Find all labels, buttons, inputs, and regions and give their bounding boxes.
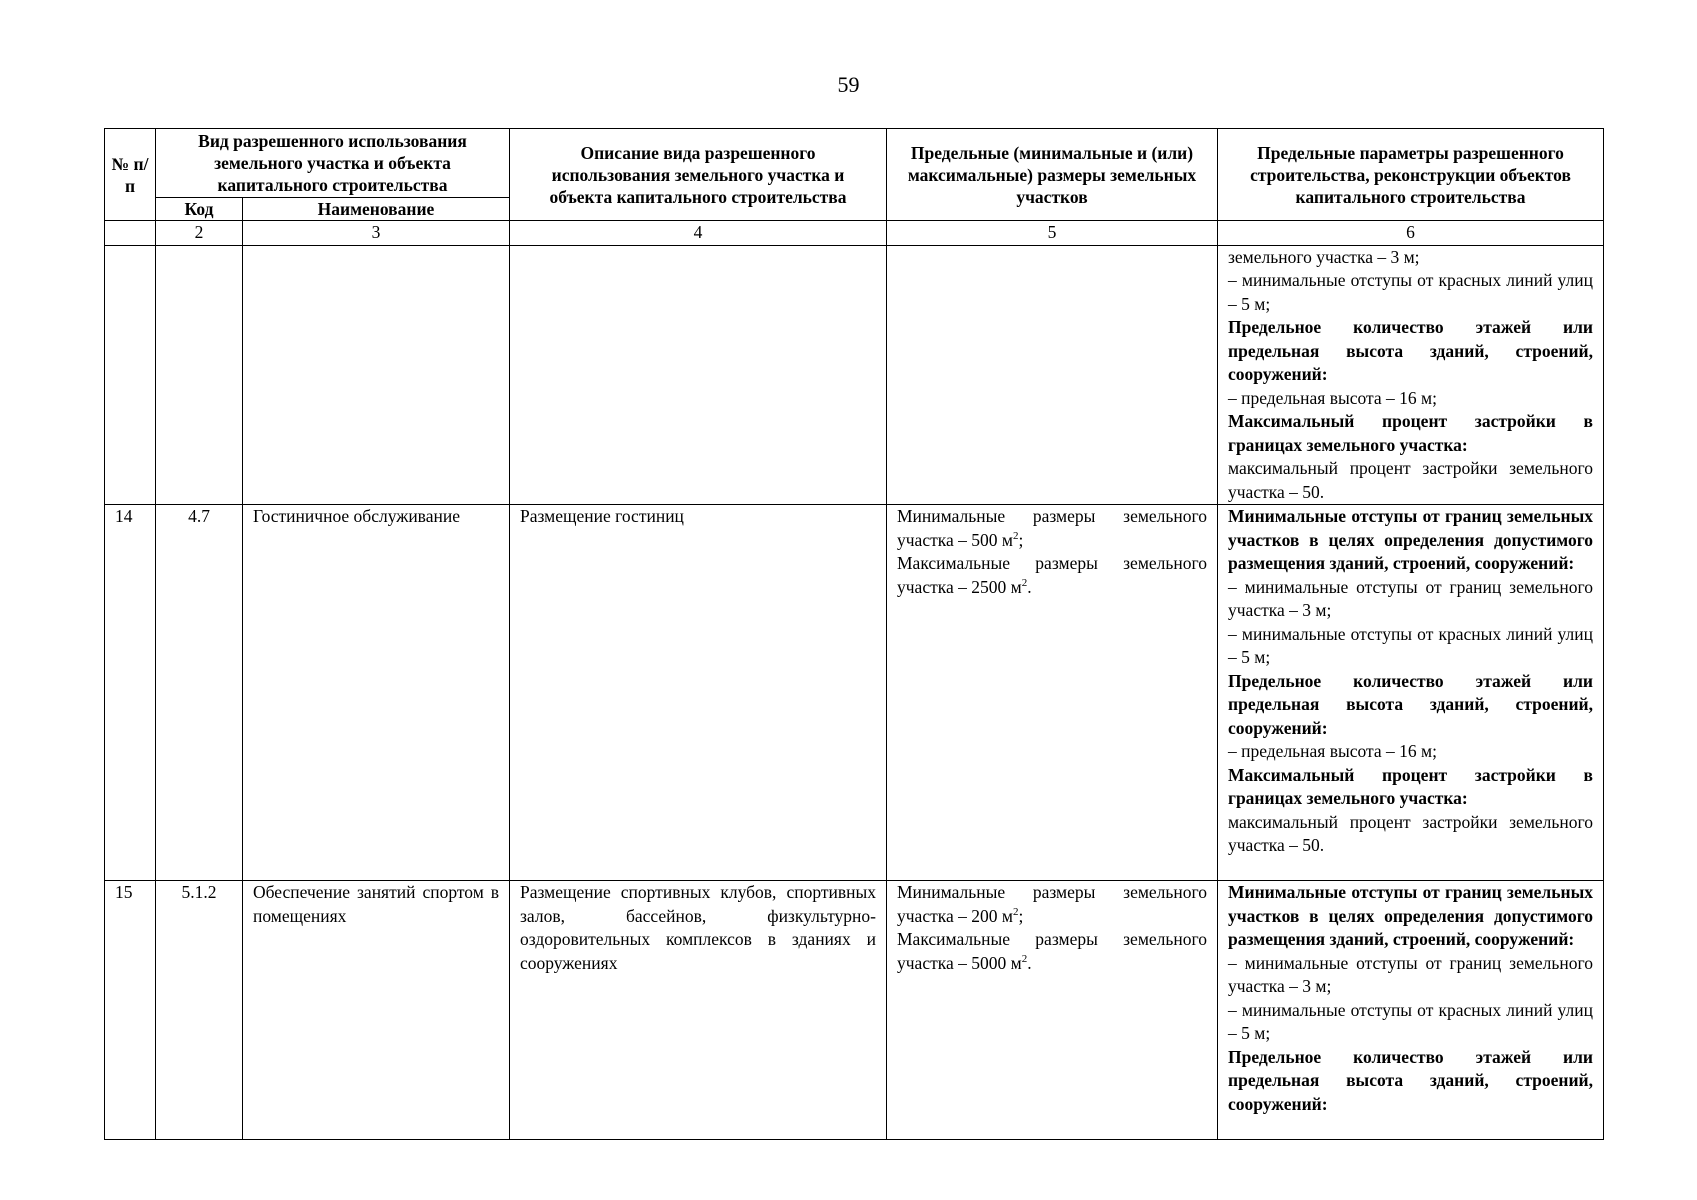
param-line: максимальный процент застройки земельного участка – 50. — [1228, 458, 1593, 502]
punct: ; — [1018, 905, 1024, 926]
param-heading: Максимальный процент застройки в границах земельного участка: — [1228, 764, 1593, 808]
superscript: 2 — [1021, 952, 1028, 965]
header-sizes: Предельные (минимальные и (или) максимальные) размеры земельных участков — [887, 129, 1218, 221]
punct: ; — [1018, 529, 1024, 550]
row-code: 5.1.2 — [156, 881, 243, 1140]
param-line: – предельная высота – 16 м; — [1228, 387, 1437, 408]
param-line: – минимальные отступы от красных линий улиц – 5 м; — [1228, 999, 1593, 1043]
param-line: – минимальные отступы от красных линий улиц – 5 м; — [1228, 270, 1593, 314]
column-numbers-row — [105, 221, 1604, 246]
row-sizes — [887, 245, 1218, 505]
row-code — [156, 245, 243, 505]
punct: . — [1027, 952, 1032, 973]
superscript: 2 — [1012, 529, 1019, 542]
column-number: 5 — [887, 221, 1218, 246]
row-params — [1218, 881, 1604, 1140]
sizes-max: Максимальные размеры земельного участка – 5000 м — [897, 929, 1207, 973]
table-row — [105, 245, 1604, 505]
row-number — [105, 245, 156, 505]
sizes-min: Минимальные размеры земельного участка – 500 м — [897, 506, 1207, 550]
sizes-min: Минимальные размеры земельного участка – 200 м — [897, 882, 1207, 926]
column-number: 3 — [243, 221, 510, 246]
sizes-max: Максимальные размеры земельного участка – 2500 м — [897, 553, 1207, 597]
row-description: Размещение гостиниц — [510, 505, 887, 881]
row-description: Размещение спортивных клубов, спортивных залов, бассейнов, физкультурно-оздоровительных комплексов в зданиях и сооружениях — [510, 881, 887, 1140]
header-params: Предельные параметры разрешенного строительства, реконструкции объектов капитального строительства — [1218, 129, 1604, 221]
param-heading: Предельное количество этажей или предельная высота зданий, строений, сооружений: — [1228, 1046, 1593, 1114]
param-heading: Максимальный процент застройки в границах земельного участка: — [1228, 411, 1593, 455]
row-number: 15 — [105, 881, 156, 1140]
table-row — [105, 505, 1604, 881]
column-number: 2 — [156, 221, 243, 246]
header-name: Наименование — [243, 198, 510, 221]
param-line: земельного участка – 3 м; — [1228, 246, 1420, 267]
superscript: 2 — [1021, 576, 1028, 589]
column-number — [105, 221, 156, 246]
row-params — [1218, 245, 1604, 505]
param-line: – минимальные отступы от красных линий улиц – 5 м; — [1228, 623, 1593, 667]
param-line: максимальный процент застройки земельного участка – 50. — [1228, 811, 1593, 855]
punct: . — [1027, 576, 1032, 597]
param-line: – предельная высота – 16 м; — [1228, 741, 1437, 761]
regulations-table — [104, 128, 1604, 1140]
row-number: 14 — [105, 505, 156, 881]
row-description — [510, 245, 887, 505]
header-kod: Код — [156, 198, 243, 221]
row-params — [1218, 505, 1604, 881]
param-heading: Предельное количество этажей или предельная высота зданий, строений, сооружений: — [1228, 670, 1593, 738]
param-line: – минимальные отступы от границ земельного участка – 3 м; — [1228, 576, 1593, 620]
param-heading: Предельное количество этажей или предельная высота зданий, строений, сооружений: — [1228, 317, 1593, 384]
header-description: Описание вида разрешенного использования земельного участка и объекта капитального строительства — [510, 129, 887, 221]
column-number: 6 — [1218, 221, 1604, 246]
param-line: – минимальные отступы от границ земельного участка – 3 м; — [1228, 952, 1593, 996]
table-row — [105, 881, 1604, 1140]
row-sizes — [887, 505, 1218, 881]
row-code: 4.7 — [156, 505, 243, 881]
row-name: Гостиничное обслуживание — [243, 505, 510, 881]
param-heading: Минимальные отступы от границ земельных участков в целях определения допустимого размещения зданий, строений, сооружений: — [1228, 506, 1593, 573]
superscript: 2 — [1012, 905, 1019, 918]
column-number: 4 — [510, 221, 887, 246]
page-number: 59 — [837, 72, 860, 97]
row-sizes — [887, 881, 1218, 1140]
header-num: № п/п — [105, 129, 156, 221]
row-name: Обеспечение занятий спортом в помещениях — [243, 881, 510, 1140]
row-name — [243, 245, 510, 505]
param-heading: Минимальные отступы от границ земельных участков в целях определения допустимого размещения зданий, строений, сооружений: — [1228, 882, 1593, 949]
header-vid-group: Вид разрешенного использования земельного участка и объекта капитального строительства — [156, 129, 510, 198]
